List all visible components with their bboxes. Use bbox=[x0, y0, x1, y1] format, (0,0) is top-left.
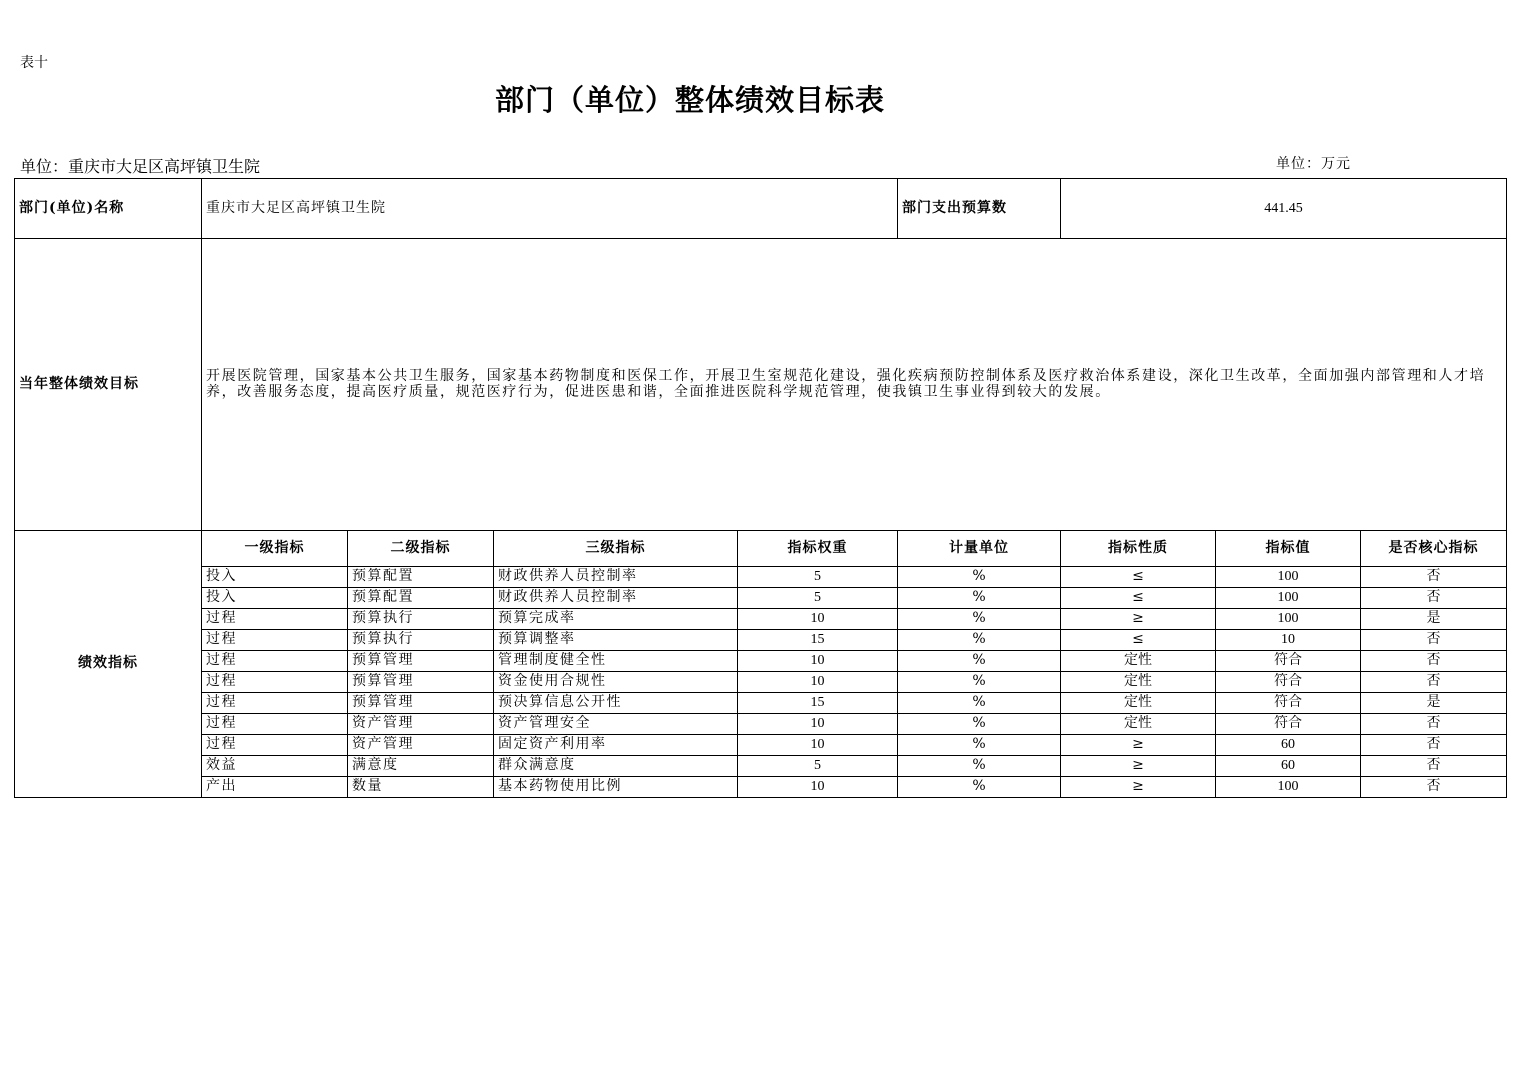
unit-cell: % bbox=[898, 651, 1061, 672]
table-row bbox=[15, 672, 1507, 693]
value-cell: 10 bbox=[1216, 630, 1361, 651]
value-cell: 符合 bbox=[1216, 714, 1361, 735]
level3-cell: 固定资产利用率 bbox=[494, 735, 738, 756]
weight-cell: 15 bbox=[738, 693, 898, 714]
table-number-label: 表十 bbox=[20, 55, 48, 71]
level3-cell: 资金使用合规性 bbox=[494, 672, 738, 693]
nature-cell: ≤ bbox=[1061, 588, 1216, 609]
dept-info-row bbox=[15, 179, 1507, 239]
level1-cell: 投入 bbox=[202, 567, 348, 588]
value-cell: 100 bbox=[1216, 777, 1361, 798]
level2-cell: 满意度 bbox=[348, 756, 494, 777]
unit-cell: % bbox=[898, 567, 1061, 588]
level3-cell: 基本药物使用比例 bbox=[494, 777, 738, 798]
core-cell: 否 bbox=[1361, 588, 1507, 609]
value-cell: 60 bbox=[1216, 756, 1361, 777]
goal-label: 当年整体绩效目标 bbox=[15, 239, 202, 531]
weight-cell: 10 bbox=[738, 777, 898, 798]
weight-cell: 5 bbox=[738, 588, 898, 609]
unit-cell: % bbox=[898, 735, 1061, 756]
table-row bbox=[15, 714, 1507, 735]
level3-cell: 预决算信息公开性 bbox=[494, 693, 738, 714]
table-row bbox=[15, 756, 1507, 777]
col-header: 指标性质 bbox=[1061, 531, 1216, 567]
nature-cell: ≤ bbox=[1061, 567, 1216, 588]
level2-cell: 预算配置 bbox=[348, 588, 494, 609]
value-cell: 符合 bbox=[1216, 651, 1361, 672]
nature-cell: ≥ bbox=[1061, 777, 1216, 798]
core-cell: 是 bbox=[1361, 693, 1507, 714]
unit-cell: % bbox=[898, 756, 1061, 777]
table-row bbox=[15, 777, 1507, 798]
unit-cell: % bbox=[898, 609, 1061, 630]
weight-cell: 10 bbox=[738, 651, 898, 672]
col-header: 是否核心指标 bbox=[1361, 531, 1507, 567]
budget-label: 部门支出预算数 bbox=[898, 179, 1061, 239]
weight-cell: 5 bbox=[738, 567, 898, 588]
level1-cell: 过程 bbox=[202, 609, 348, 630]
table-row bbox=[15, 588, 1507, 609]
weight-cell: 10 bbox=[738, 672, 898, 693]
value-cell: 100 bbox=[1216, 567, 1361, 588]
col-header: 二级指标 bbox=[348, 531, 494, 567]
nature-cell: ≥ bbox=[1061, 756, 1216, 777]
level2-cell: 资产管理 bbox=[348, 714, 494, 735]
table-row bbox=[15, 630, 1507, 651]
goal-row bbox=[15, 239, 1507, 531]
level1-cell: 过程 bbox=[202, 693, 348, 714]
level1-cell: 过程 bbox=[202, 630, 348, 651]
level1-cell: 过程 bbox=[202, 651, 348, 672]
core-cell: 是 bbox=[1361, 609, 1507, 630]
level2-cell: 资产管理 bbox=[348, 735, 494, 756]
col-header: 指标权重 bbox=[738, 531, 898, 567]
nature-cell: 定性 bbox=[1061, 672, 1216, 693]
column-header-row bbox=[15, 531, 1507, 567]
level3-cell: 预算调整率 bbox=[494, 630, 738, 651]
currency-unit-label: 单位：万元 bbox=[1276, 156, 1351, 172]
level2-cell: 预算执行 bbox=[348, 609, 494, 630]
nature-cell: ≥ bbox=[1061, 609, 1216, 630]
table-row bbox=[15, 567, 1507, 588]
nature-cell: 定性 bbox=[1061, 651, 1216, 672]
performance-goal-table bbox=[14, 178, 1507, 798]
level2-cell: 预算管理 bbox=[348, 693, 494, 714]
level2-cell: 预算配置 bbox=[348, 567, 494, 588]
core-cell: 否 bbox=[1361, 651, 1507, 672]
level2-cell: 预算管理 bbox=[348, 672, 494, 693]
col-header: 三级指标 bbox=[494, 531, 738, 567]
goal-text: 开展医院管理，国家基本公共卫生服务，国家基本药物制度和医保工作，开展卫生室规范化建设，强化疾病预防控制体系及医疗救治体系建设，深化卫生改革，全面加强内部管理和人才培养，改善服务态度，提高医疗质量，规范医疗行为，促进医患和谐，全面推进医院科学规范管理，使我镇卫生事业得到较大的发展。 bbox=[202, 239, 1507, 531]
level3-cell: 管理制度健全性 bbox=[494, 651, 738, 672]
core-cell: 否 bbox=[1361, 630, 1507, 651]
weight-cell: 10 bbox=[738, 735, 898, 756]
budget-value: 441.45 bbox=[1061, 179, 1507, 239]
level3-cell: 财政供养人员控制率 bbox=[494, 567, 738, 588]
perf-indicator-label: 绩效指标 bbox=[15, 531, 202, 798]
nature-cell: ≥ bbox=[1061, 735, 1216, 756]
core-cell: 否 bbox=[1361, 714, 1507, 735]
level1-cell: 产出 bbox=[202, 777, 348, 798]
unit-cell: % bbox=[898, 714, 1061, 735]
value-cell: 100 bbox=[1216, 588, 1361, 609]
col-header: 指标值 bbox=[1216, 531, 1361, 567]
dept-name-value: 重庆市大足区高坪镇卫生院 bbox=[202, 179, 898, 239]
value-cell: 100 bbox=[1216, 609, 1361, 630]
nature-cell: 定性 bbox=[1061, 714, 1216, 735]
core-cell: 否 bbox=[1361, 735, 1507, 756]
value-cell: 60 bbox=[1216, 735, 1361, 756]
nature-cell: 定性 bbox=[1061, 693, 1216, 714]
level1-cell: 过程 bbox=[202, 735, 348, 756]
table-row bbox=[15, 651, 1507, 672]
core-cell: 否 bbox=[1361, 756, 1507, 777]
organization-unit-label: 单位：重庆市大足区高坪镇卫生院 bbox=[20, 157, 261, 176]
weight-cell: 5 bbox=[738, 756, 898, 777]
level2-cell: 数量 bbox=[348, 777, 494, 798]
unit-cell: % bbox=[898, 672, 1061, 693]
table-row bbox=[15, 693, 1507, 714]
unit-cell: % bbox=[898, 630, 1061, 651]
unit-cell: % bbox=[898, 588, 1061, 609]
unit-cell: % bbox=[898, 777, 1061, 798]
level1-cell: 效益 bbox=[202, 756, 348, 777]
level1-cell: 过程 bbox=[202, 672, 348, 693]
core-cell: 否 bbox=[1361, 567, 1507, 588]
value-cell: 符合 bbox=[1216, 672, 1361, 693]
level2-cell: 预算管理 bbox=[348, 651, 494, 672]
level2-cell: 预算执行 bbox=[348, 630, 494, 651]
weight-cell: 15 bbox=[738, 630, 898, 651]
level3-cell: 预算完成率 bbox=[494, 609, 738, 630]
col-header: 一级指标 bbox=[202, 531, 348, 567]
core-cell: 否 bbox=[1361, 672, 1507, 693]
weight-cell: 10 bbox=[738, 714, 898, 735]
level3-cell: 群众满意度 bbox=[494, 756, 738, 777]
nature-cell: ≤ bbox=[1061, 630, 1216, 651]
col-header: 计量单位 bbox=[898, 531, 1061, 567]
page-title: 部门（单位）整体绩效目标表 bbox=[494, 83, 885, 117]
table-row bbox=[15, 735, 1507, 756]
unit-cell: % bbox=[898, 693, 1061, 714]
level1-cell: 过程 bbox=[202, 714, 348, 735]
core-cell: 否 bbox=[1361, 777, 1507, 798]
level3-cell: 财政供养人员控制率 bbox=[494, 588, 738, 609]
value-cell: 符合 bbox=[1216, 693, 1361, 714]
level3-cell: 资产管理安全 bbox=[494, 714, 738, 735]
level1-cell: 投入 bbox=[202, 588, 348, 609]
table-row bbox=[15, 609, 1507, 630]
weight-cell: 10 bbox=[738, 609, 898, 630]
dept-name-label: 部门(单位)名称 bbox=[15, 179, 202, 239]
